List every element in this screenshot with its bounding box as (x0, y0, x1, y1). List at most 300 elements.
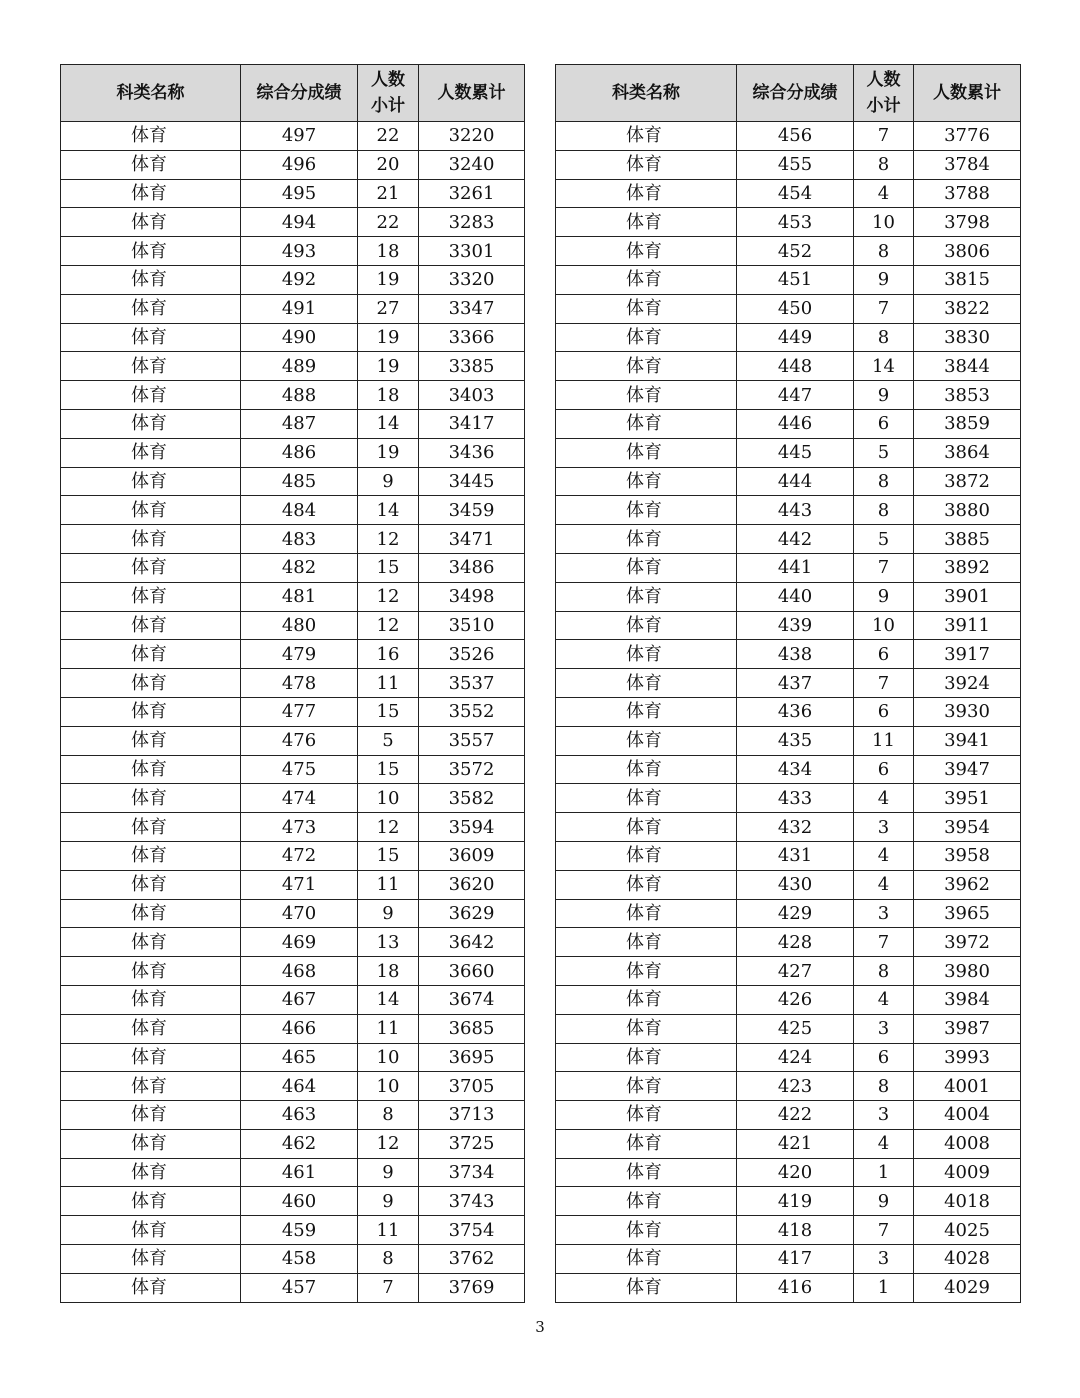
score-cell: 438 (737, 640, 854, 669)
table-row (556, 525, 1021, 554)
table-body-left (61, 122, 525, 1303)
table-row (61, 985, 525, 1014)
score-cell: 484 (241, 496, 358, 525)
table-row (556, 352, 1021, 381)
cumulative-cell: 3557 (419, 726, 525, 755)
count-cell: 9 (358, 1158, 419, 1187)
category-cell: 体育 (61, 1273, 241, 1302)
table-row (61, 1129, 525, 1158)
category-cell: 体育 (556, 438, 737, 467)
cumulative-cell: 3911 (914, 611, 1021, 640)
score-cell: 455 (737, 150, 854, 179)
score-cell: 417 (737, 1245, 854, 1274)
table-header-row (556, 65, 1021, 122)
cumulative-cell: 3972 (914, 928, 1021, 957)
header-category: 科类名称 (556, 65, 737, 122)
count-cell: 8 (854, 237, 914, 266)
count-cell: 10 (358, 1072, 419, 1101)
table-row (556, 179, 1021, 208)
cumulative-cell: 3366 (419, 323, 525, 352)
count-cell: 8 (358, 1245, 419, 1274)
count-cell: 6 (854, 640, 914, 669)
score-cell: 429 (737, 899, 854, 928)
category-cell: 体育 (556, 381, 737, 410)
score-cell: 447 (737, 381, 854, 410)
category-cell: 体育 (61, 957, 241, 986)
category-cell: 体育 (61, 669, 241, 698)
table-row (556, 1245, 1021, 1274)
cumulative-cell: 3445 (419, 467, 525, 496)
count-cell: 12 (358, 813, 419, 842)
count-cell: 11 (358, 669, 419, 698)
table-row (61, 669, 525, 698)
score-cell: 436 (737, 697, 854, 726)
cumulative-cell: 3695 (419, 1043, 525, 1072)
category-cell: 体育 (556, 352, 737, 381)
category-cell: 体育 (556, 150, 737, 179)
score-cell: 475 (241, 755, 358, 784)
header-count (854, 65, 914, 122)
cumulative-cell: 3993 (914, 1043, 1021, 1072)
count-cell: 3 (854, 1245, 914, 1274)
count-cell: 8 (854, 150, 914, 179)
cumulative-cell: 3830 (914, 323, 1021, 352)
score-cell: 450 (737, 294, 854, 323)
table-row (556, 726, 1021, 755)
cumulative-cell: 4009 (914, 1158, 1021, 1187)
score-cell: 435 (737, 726, 854, 755)
score-cell: 468 (241, 957, 358, 986)
category-cell: 体育 (61, 1129, 241, 1158)
table-row (556, 208, 1021, 237)
category-cell: 体育 (61, 237, 241, 266)
count-cell: 8 (854, 957, 914, 986)
score-cell: 452 (737, 237, 854, 266)
category-cell: 体育 (61, 294, 241, 323)
category-cell: 体育 (556, 985, 737, 1014)
cumulative-cell: 3685 (419, 1014, 525, 1043)
table-row (61, 1273, 525, 1302)
table-row (556, 409, 1021, 438)
count-cell: 3 (854, 899, 914, 928)
score-cell: 449 (737, 323, 854, 352)
count-cell: 10 (358, 784, 419, 813)
count-cell: 9 (854, 1187, 914, 1216)
count-cell: 22 (358, 122, 419, 151)
category-cell: 体育 (556, 1187, 737, 1216)
cumulative-cell: 4004 (914, 1101, 1021, 1130)
cumulative-cell: 3582 (419, 784, 525, 813)
score-table-right (555, 64, 1021, 1303)
score-cell: 476 (241, 726, 358, 755)
count-cell: 7 (854, 928, 914, 957)
table-row (556, 467, 1021, 496)
category-cell: 体育 (61, 381, 241, 410)
category-cell: 体育 (556, 1245, 737, 1274)
cumulative-cell: 3283 (419, 208, 525, 237)
score-cell: 422 (737, 1101, 854, 1130)
count-cell: 14 (854, 352, 914, 381)
count-cell: 6 (854, 409, 914, 438)
count-cell: 9 (854, 265, 914, 294)
category-cell: 体育 (556, 697, 737, 726)
score-cell: 458 (241, 1245, 358, 1274)
count-cell: 19 (358, 438, 419, 467)
cumulative-cell: 3705 (419, 1072, 525, 1101)
cumulative-cell: 3754 (419, 1216, 525, 1245)
category-cell: 体育 (556, 726, 737, 755)
cumulative-cell: 4008 (914, 1129, 1021, 1158)
count-cell: 9 (358, 899, 419, 928)
score-cell: 496 (241, 150, 358, 179)
count-cell: 6 (854, 1043, 914, 1072)
score-cell: 457 (241, 1273, 358, 1302)
category-cell: 体育 (556, 899, 737, 928)
score-cell: 441 (737, 553, 854, 582)
score-cell: 497 (241, 122, 358, 151)
category-cell: 体育 (61, 1101, 241, 1130)
cumulative-cell: 3962 (914, 870, 1021, 899)
score-cell: 466 (241, 1014, 358, 1043)
score-cell: 424 (737, 1043, 854, 1072)
score-cell: 443 (737, 496, 854, 525)
cumulative-cell: 3947 (914, 755, 1021, 784)
count-cell: 3 (854, 1014, 914, 1043)
score-cell: 480 (241, 611, 358, 640)
score-cell: 430 (737, 870, 854, 899)
count-cell: 7 (854, 122, 914, 151)
header-score: 综合分成绩 (737, 65, 854, 122)
score-cell: 488 (241, 381, 358, 410)
cumulative-cell: 3385 (419, 352, 525, 381)
score-cell: 493 (241, 237, 358, 266)
table-row (61, 409, 525, 438)
cumulative-cell: 3320 (419, 265, 525, 294)
table-row (61, 525, 525, 554)
count-cell: 15 (358, 841, 419, 870)
score-cell: 448 (737, 352, 854, 381)
category-cell: 体育 (556, 237, 737, 266)
score-cell: 454 (737, 179, 854, 208)
count-cell: 13 (358, 928, 419, 957)
cumulative-cell: 3220 (419, 122, 525, 151)
table-row (556, 1072, 1021, 1101)
score-cell: 420 (737, 1158, 854, 1187)
table-row (61, 841, 525, 870)
count-cell: 9 (854, 582, 914, 611)
category-cell: 体育 (556, 1129, 737, 1158)
score-cell: 482 (241, 553, 358, 582)
score-cell: 434 (737, 755, 854, 784)
table-row (556, 899, 1021, 928)
category-cell: 体育 (61, 726, 241, 755)
cumulative-cell: 3526 (419, 640, 525, 669)
cumulative-cell: 3261 (419, 179, 525, 208)
table-row (61, 1216, 525, 1245)
score-cell: 486 (241, 438, 358, 467)
category-cell: 体育 (556, 928, 737, 957)
category-cell: 体育 (556, 669, 737, 698)
table-row (61, 122, 525, 151)
table-row (556, 237, 1021, 266)
table-row (556, 841, 1021, 870)
cumulative-cell: 3954 (914, 813, 1021, 842)
table-row (61, 582, 525, 611)
category-cell: 体育 (61, 870, 241, 899)
count-cell: 3 (854, 1101, 914, 1130)
score-cell: 478 (241, 669, 358, 698)
count-cell: 15 (358, 697, 419, 726)
table-row (61, 697, 525, 726)
count-cell: 7 (358, 1273, 419, 1302)
cumulative-cell: 3660 (419, 957, 525, 986)
count-cell: 4 (854, 784, 914, 813)
score-cell: 418 (737, 1216, 854, 1245)
category-cell: 体育 (61, 928, 241, 957)
cumulative-cell: 3784 (914, 150, 1021, 179)
category-cell: 体育 (61, 611, 241, 640)
category-cell: 体育 (556, 525, 737, 554)
category-cell: 体育 (556, 323, 737, 352)
count-cell: 5 (358, 726, 419, 755)
cumulative-cell: 3941 (914, 726, 1021, 755)
cumulative-cell: 3417 (419, 409, 525, 438)
count-cell: 12 (358, 582, 419, 611)
category-cell: 体育 (61, 496, 241, 525)
category-cell: 体育 (61, 1043, 241, 1072)
category-cell: 体育 (61, 640, 241, 669)
header-cumulative: 人数累计 (419, 65, 525, 122)
count-cell: 14 (358, 496, 419, 525)
table-row (61, 784, 525, 813)
table-row (556, 1043, 1021, 1072)
table-row (61, 1072, 525, 1101)
category-cell: 体育 (61, 352, 241, 381)
cumulative-cell: 3798 (914, 208, 1021, 237)
category-cell: 体育 (556, 553, 737, 582)
score-cell: 490 (241, 323, 358, 352)
category-cell: 体育 (61, 1158, 241, 1187)
category-cell: 体育 (61, 755, 241, 784)
score-cell: 431 (737, 841, 854, 870)
score-cell: 489 (241, 352, 358, 381)
cumulative-cell: 3864 (914, 438, 1021, 467)
table-row (556, 611, 1021, 640)
category-cell: 体育 (556, 122, 737, 151)
table-row (556, 122, 1021, 151)
score-cell: 464 (241, 1072, 358, 1101)
score-cell: 474 (241, 784, 358, 813)
score-cell: 442 (737, 525, 854, 554)
category-cell: 体育 (61, 265, 241, 294)
cumulative-cell: 3769 (419, 1273, 525, 1302)
table-row (556, 438, 1021, 467)
category-cell: 体育 (61, 1187, 241, 1216)
cumulative-cell: 3987 (914, 1014, 1021, 1043)
table-row (61, 150, 525, 179)
score-table-left (60, 64, 525, 1303)
count-cell: 8 (854, 1072, 914, 1101)
count-cell: 19 (358, 265, 419, 294)
cumulative-cell: 3958 (914, 841, 1021, 870)
count-cell: 18 (358, 957, 419, 986)
table-row (556, 1158, 1021, 1187)
count-cell: 18 (358, 381, 419, 410)
count-cell: 1 (854, 1158, 914, 1187)
category-cell: 体育 (61, 841, 241, 870)
table-row (61, 294, 525, 323)
cumulative-cell: 3572 (419, 755, 525, 784)
cumulative-cell: 3471 (419, 525, 525, 554)
score-cell: 467 (241, 985, 358, 1014)
cumulative-cell: 3917 (914, 640, 1021, 669)
table-row (61, 1158, 525, 1187)
cumulative-cell: 3240 (419, 150, 525, 179)
cumulative-cell: 3930 (914, 697, 1021, 726)
table-row (61, 640, 525, 669)
cumulative-cell: 3885 (914, 525, 1021, 554)
table-row (556, 957, 1021, 986)
count-cell: 3 (854, 813, 914, 842)
cumulative-cell: 3965 (914, 899, 1021, 928)
score-cell: 494 (241, 208, 358, 237)
header-count-line2: 小计 (866, 96, 901, 116)
cumulative-cell: 3853 (914, 381, 1021, 410)
count-cell: 18 (358, 237, 419, 266)
category-cell: 体育 (556, 784, 737, 813)
table-row (556, 669, 1021, 698)
header-count-line1: 人数 (371, 70, 405, 90)
category-cell: 体育 (556, 1014, 737, 1043)
table-row (61, 726, 525, 755)
score-cell: 446 (737, 409, 854, 438)
header-score: 综合分成绩 (241, 65, 358, 122)
table-row (556, 985, 1021, 1014)
table-row (556, 1014, 1021, 1043)
count-cell: 5 (854, 525, 914, 554)
cumulative-cell: 3725 (419, 1129, 525, 1158)
category-cell: 体育 (556, 870, 737, 899)
category-cell: 体育 (61, 784, 241, 813)
table-body-right (556, 122, 1021, 1303)
count-cell: 8 (854, 496, 914, 525)
score-cell: 440 (737, 582, 854, 611)
count-cell: 11 (358, 870, 419, 899)
score-cell: 472 (241, 841, 358, 870)
table-row (61, 928, 525, 957)
category-cell: 体育 (61, 899, 241, 928)
count-cell: 9 (358, 467, 419, 496)
score-cell: 425 (737, 1014, 854, 1043)
cumulative-cell: 4028 (914, 1245, 1021, 1274)
count-cell: 11 (854, 726, 914, 755)
cumulative-cell: 3984 (914, 985, 1021, 1014)
score-cell: 445 (737, 438, 854, 467)
score-cell: 460 (241, 1187, 358, 1216)
table-row (61, 1187, 525, 1216)
table-row (556, 1101, 1021, 1130)
category-cell: 体育 (556, 1216, 737, 1245)
score-cell: 477 (241, 697, 358, 726)
category-cell: 体育 (61, 179, 241, 208)
score-cell: 461 (241, 1158, 358, 1187)
table-row (61, 899, 525, 928)
category-cell: 体育 (556, 640, 737, 669)
cumulative-cell: 3892 (914, 553, 1021, 582)
cumulative-cell: 3510 (419, 611, 525, 640)
category-cell: 体育 (61, 1014, 241, 1043)
category-cell: 体育 (61, 438, 241, 467)
category-cell: 体育 (61, 582, 241, 611)
category-cell: 体育 (61, 697, 241, 726)
category-cell: 体育 (556, 179, 737, 208)
cumulative-cell: 3594 (419, 813, 525, 842)
header-count-line2: 小计 (371, 96, 405, 116)
count-cell: 6 (854, 755, 914, 784)
table-row (61, 1245, 525, 1274)
count-cell: 9 (358, 1187, 419, 1216)
category-cell: 体育 (61, 122, 241, 151)
table-row (556, 928, 1021, 957)
category-cell: 体育 (556, 467, 737, 496)
table-header-row (61, 65, 525, 122)
count-cell: 8 (358, 1101, 419, 1130)
count-cell: 4 (854, 870, 914, 899)
cumulative-cell: 3734 (419, 1158, 525, 1187)
table-row (556, 1216, 1021, 1245)
header-cumulative: 人数累计 (914, 65, 1021, 122)
score-cell: 453 (737, 208, 854, 237)
cumulative-cell: 3537 (419, 669, 525, 698)
score-cell: 469 (241, 928, 358, 957)
table-row (556, 784, 1021, 813)
cumulative-cell: 3880 (914, 496, 1021, 525)
category-cell: 体育 (556, 1101, 737, 1130)
table-row (61, 957, 525, 986)
count-cell: 21 (358, 179, 419, 208)
cumulative-cell: 3301 (419, 237, 525, 266)
cumulative-cell: 4025 (914, 1216, 1021, 1245)
count-cell: 10 (854, 208, 914, 237)
cumulative-cell: 3498 (419, 582, 525, 611)
table-row (61, 265, 525, 294)
table-row (61, 179, 525, 208)
category-cell: 体育 (61, 813, 241, 842)
table-row (556, 496, 1021, 525)
score-cell: 471 (241, 870, 358, 899)
score-cell: 416 (737, 1273, 854, 1302)
table-row (61, 208, 525, 237)
category-cell: 体育 (61, 150, 241, 179)
category-cell: 体育 (556, 611, 737, 640)
table-row (556, 1273, 1021, 1302)
table-row (61, 870, 525, 899)
category-cell: 体育 (61, 208, 241, 237)
cumulative-cell: 3347 (419, 294, 525, 323)
cumulative-cell: 3815 (914, 265, 1021, 294)
table-row (556, 150, 1021, 179)
category-cell: 体育 (556, 1072, 737, 1101)
score-cell: 487 (241, 409, 358, 438)
cumulative-cell: 3713 (419, 1101, 525, 1130)
score-cell: 444 (737, 467, 854, 496)
cumulative-cell: 3609 (419, 841, 525, 870)
count-cell: 7 (854, 553, 914, 582)
cumulative-cell: 3620 (419, 870, 525, 899)
table-row (61, 755, 525, 784)
cumulative-cell: 4029 (914, 1273, 1021, 1302)
cumulative-cell: 3486 (419, 553, 525, 582)
